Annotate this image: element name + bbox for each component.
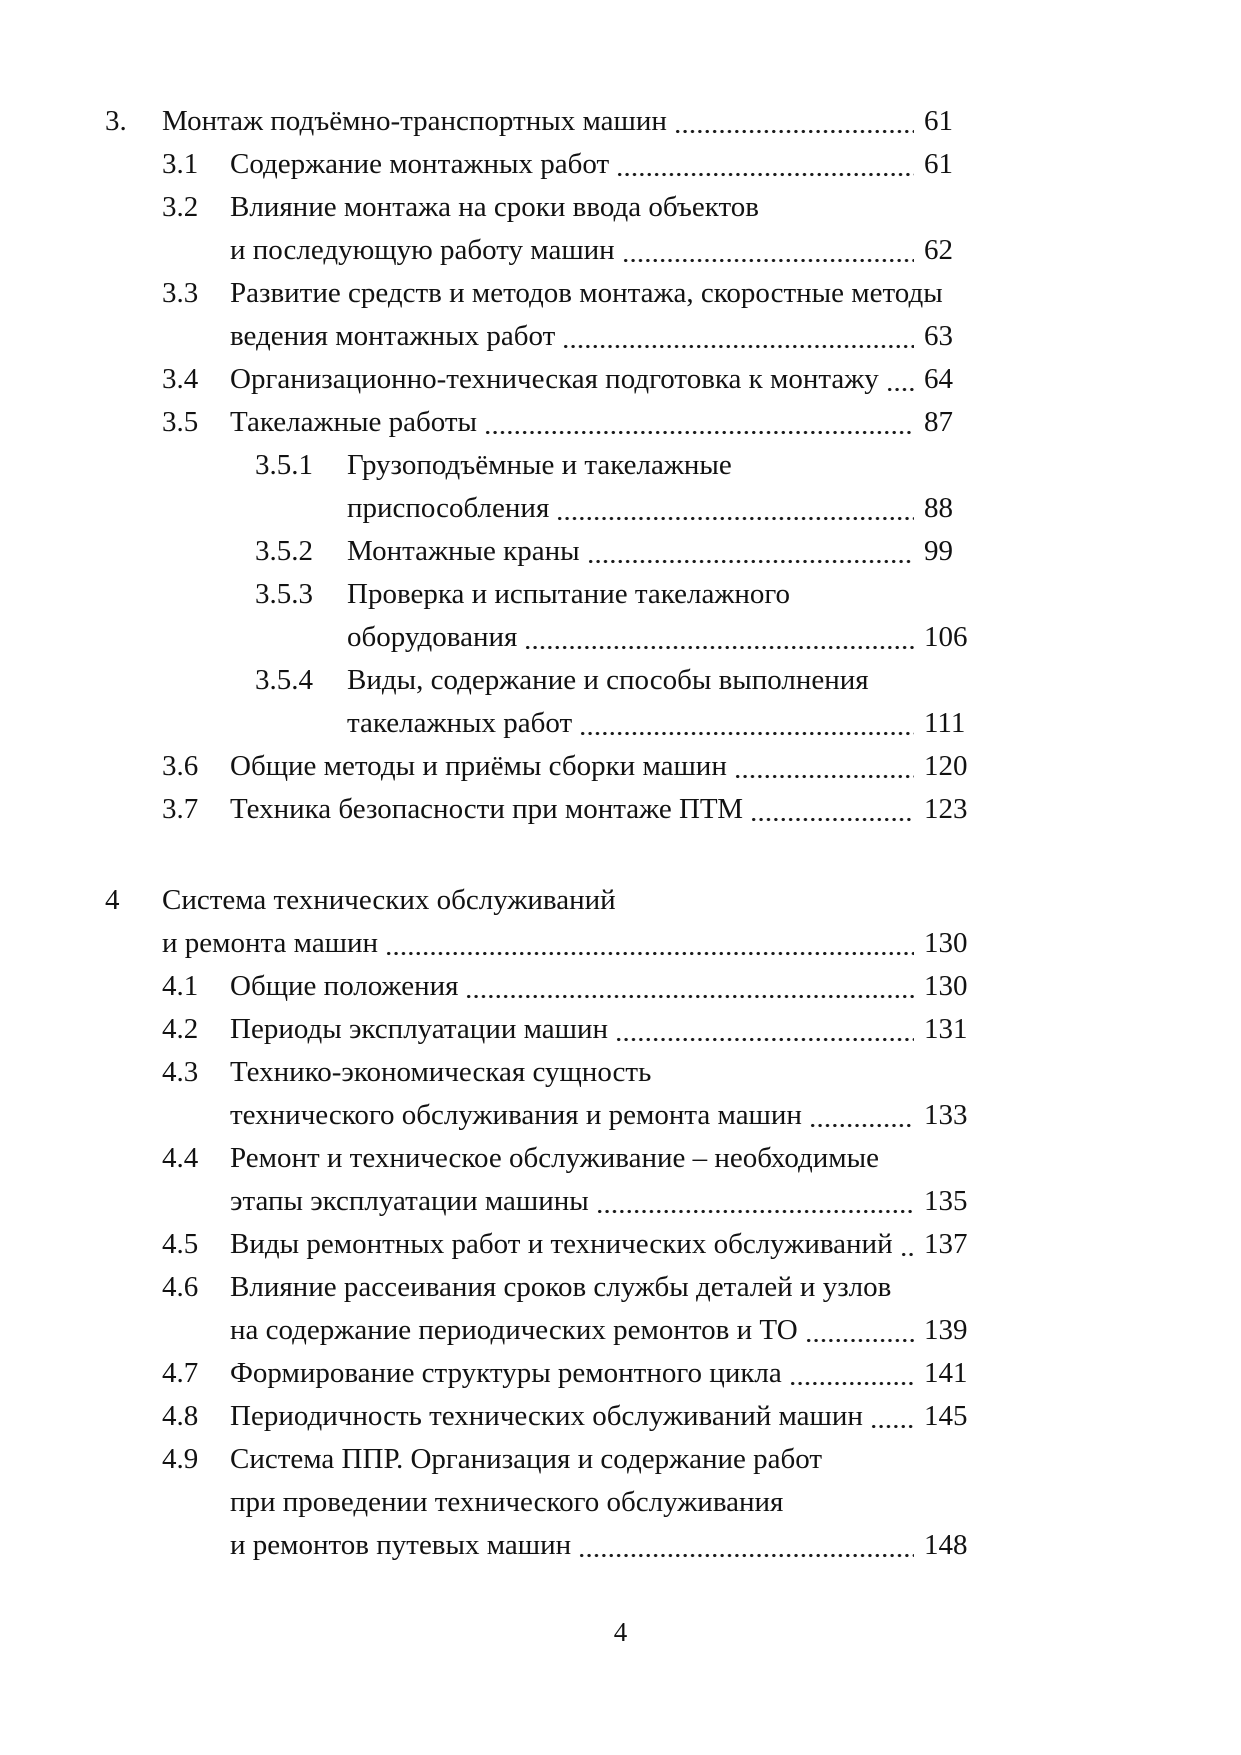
toc-entry bbox=[162, 1438, 970, 1567]
toc-entry-body bbox=[230, 186, 970, 272]
dot-leader bbox=[900, 1223, 914, 1266]
toc-entry-line bbox=[230, 1180, 970, 1223]
toc-entry-number: 4.1 bbox=[162, 970, 199, 1002]
toc-entry-body bbox=[230, 788, 970, 831]
toc-entry-title: Монтажные краны bbox=[347, 535, 580, 567]
toc-entry-page: 141 bbox=[924, 1357, 968, 1389]
toc-entry-title: Виды, содержание и способы выполнения bbox=[347, 664, 869, 696]
toc-entry-line bbox=[230, 143, 970, 186]
toc-entry-line bbox=[162, 100, 970, 143]
dot-leader bbox=[579, 702, 914, 745]
toc-entry-number: 3. bbox=[105, 105, 127, 137]
toc-entry-page: 137 bbox=[924, 1228, 968, 1260]
dot-leader bbox=[734, 745, 914, 788]
toc-entry-line bbox=[162, 879, 970, 922]
toc-entry-title: Общие положения bbox=[230, 970, 459, 1002]
toc-entry-page: 123 bbox=[924, 793, 968, 825]
toc-entry bbox=[162, 1395, 970, 1438]
dot-leader bbox=[562, 315, 914, 358]
toc-entry-title: Периодичность технических обслуживаний машин bbox=[230, 1400, 863, 1432]
toc-entry-title: приспособления bbox=[347, 492, 550, 524]
toc-entry bbox=[162, 401, 970, 444]
toc-entry bbox=[162, 1352, 970, 1395]
toc-entry-number: 4.3 bbox=[162, 1056, 199, 1088]
toc-entry-line bbox=[230, 1008, 970, 1051]
toc-entry-line bbox=[230, 1223, 970, 1266]
toc-entry-number: 3.5.1 bbox=[255, 449, 313, 481]
dot-leader bbox=[484, 401, 914, 444]
toc-entry-title: и ремонта машин bbox=[162, 927, 379, 959]
toc-entry-line bbox=[347, 616, 970, 659]
toc-entry-title: и ремонтов путевых машин bbox=[230, 1529, 572, 1561]
toc-entry-page: 88 bbox=[924, 492, 953, 524]
toc-entry-body bbox=[230, 358, 970, 401]
toc-entry-page: 148 bbox=[924, 1529, 968, 1561]
dot-leader bbox=[596, 1180, 914, 1223]
toc-entry-title: Система ППР. Организация и содержание работ bbox=[230, 1443, 823, 1475]
toc-entry-body bbox=[230, 965, 970, 1008]
toc-entry-body bbox=[230, 1223, 970, 1266]
toc-entry-body bbox=[162, 879, 970, 965]
toc-entry-title: такелажных работ bbox=[347, 707, 573, 739]
toc-entry bbox=[255, 530, 970, 573]
toc-entry-page: 61 bbox=[924, 148, 953, 180]
toc-entry-body bbox=[347, 573, 970, 659]
toc-entry-title: Влияние рассеивания сроков службы деталей и узлов bbox=[230, 1271, 892, 1303]
toc-entry-title: на содержание периодических ремонтов и ТО bbox=[230, 1314, 798, 1346]
toc-entry-body bbox=[230, 401, 970, 444]
toc-entry-body bbox=[347, 444, 970, 530]
toc-entry-number: 4.2 bbox=[162, 1013, 199, 1045]
toc-entry bbox=[162, 186, 970, 272]
toc-entry-line bbox=[230, 1266, 970, 1309]
dot-leader bbox=[805, 1309, 914, 1352]
toc-entry-body bbox=[230, 1137, 970, 1223]
toc-entry-number: 4.6 bbox=[162, 1271, 199, 1303]
toc-entry-title: Техника безопасности при монтаже ПТМ bbox=[230, 793, 744, 825]
toc-entry-title: Технико-экономическая сущность bbox=[230, 1056, 652, 1088]
toc-entry-line bbox=[230, 272, 970, 315]
toc-entry-line bbox=[347, 659, 970, 702]
toc-entry-number: 3.2 bbox=[162, 191, 199, 223]
toc-entry-title: Проверка и испытание такелажного bbox=[347, 578, 791, 610]
toc-entry-title: Формирование структуры ремонтного цикла bbox=[230, 1357, 782, 1389]
dot-leader bbox=[524, 616, 914, 659]
dot-leader bbox=[587, 530, 914, 573]
toc-entry-title: Грузоподъёмные и такелажные bbox=[347, 449, 732, 481]
toc-entry-body bbox=[230, 272, 970, 358]
toc-entry-line bbox=[230, 965, 970, 1008]
toc-entry bbox=[255, 573, 970, 659]
toc-entry-body bbox=[162, 100, 970, 143]
toc-entry-line bbox=[230, 1524, 970, 1567]
toc-entry bbox=[162, 1008, 970, 1051]
toc-entry-page: 133 bbox=[924, 1099, 968, 1131]
toc-entry-line bbox=[230, 1051, 970, 1094]
toc-entry-title: Общие методы и приёмы сборки машин bbox=[230, 750, 727, 782]
toc-entry-body bbox=[230, 1352, 970, 1395]
toc-entry-title: Система технических обслуживаний bbox=[162, 884, 616, 916]
dot-leader bbox=[809, 1094, 914, 1137]
toc-entry-number: 4 bbox=[105, 884, 120, 916]
toc-entry-page: 61 bbox=[924, 105, 953, 137]
toc-entry bbox=[162, 143, 970, 186]
toc-entry-page: 130 bbox=[924, 970, 968, 1002]
toc-entry-number: 4.5 bbox=[162, 1228, 199, 1260]
toc-entry-body bbox=[230, 1438, 970, 1567]
toc-entry-line bbox=[230, 1137, 970, 1180]
toc-entry bbox=[162, 272, 970, 358]
toc-entry-line bbox=[230, 401, 970, 444]
toc-entry-body bbox=[230, 745, 970, 788]
toc-entry bbox=[162, 965, 970, 1008]
toc-entry-title: Периоды эксплуатации машин bbox=[230, 1013, 609, 1045]
dot-leader bbox=[870, 1395, 914, 1438]
dot-leader bbox=[556, 487, 914, 530]
toc-entry-number: 3.4 bbox=[162, 363, 199, 395]
toc-entry-line bbox=[230, 186, 970, 229]
toc-entry-title: Монтаж подъёмно-транспортных машин bbox=[162, 105, 667, 137]
toc-entry-line bbox=[230, 315, 970, 358]
toc-entry bbox=[162, 745, 970, 788]
dot-leader bbox=[622, 229, 914, 272]
toc-entry-number: 4.8 bbox=[162, 1400, 199, 1432]
toc-entry-page: 120 bbox=[924, 750, 968, 782]
toc-entry-title: этапы эксплуатации машины bbox=[230, 1185, 589, 1217]
toc-entry-page: 64 bbox=[924, 363, 953, 395]
toc-entry-page: 111 bbox=[924, 707, 966, 739]
toc-entry-line bbox=[230, 788, 970, 831]
toc-entry-number: 3.1 bbox=[162, 148, 199, 180]
toc-entry-number: 3.3 bbox=[162, 277, 199, 309]
dot-leader bbox=[615, 1008, 914, 1051]
toc-entry-title: Организационно-техническая подготовка к монтажу bbox=[230, 363, 879, 395]
dot-leader bbox=[886, 358, 914, 401]
toc-entry-page: 99 bbox=[924, 535, 953, 567]
toc-entry-title: при проведении технического обслуживания bbox=[230, 1486, 784, 1518]
toc-entry-line bbox=[347, 444, 970, 487]
toc-entry-page: 87 bbox=[924, 406, 953, 438]
toc bbox=[105, 100, 970, 1567]
toc-entry-line bbox=[162, 922, 970, 965]
toc-entry bbox=[162, 1266, 970, 1352]
toc-entry-body bbox=[230, 1266, 970, 1352]
toc-entry bbox=[162, 788, 970, 831]
toc-entry-body bbox=[230, 1008, 970, 1051]
toc-entry-title: ведения монтажных работ bbox=[230, 320, 556, 352]
toc-entry-line bbox=[347, 530, 970, 573]
toc-entry-number: 3.5 bbox=[162, 406, 199, 438]
dot-leader bbox=[385, 922, 914, 965]
toc-entry-line bbox=[230, 1481, 970, 1524]
dot-leader bbox=[465, 965, 914, 1008]
toc-entry-title: Виды ремонтных работ и технических обслуживаний bbox=[230, 1228, 893, 1260]
toc-entry-page: 130 bbox=[924, 927, 968, 959]
toc-entry-number: 3.5.2 bbox=[255, 535, 313, 567]
toc-entry-title: Ремонт и техническое обслуживание – необходимые bbox=[230, 1142, 879, 1174]
toc-entry-number: 4.4 bbox=[162, 1142, 199, 1174]
toc-entry bbox=[162, 1223, 970, 1266]
toc-entry-title: Влияние монтажа на сроки ввода объектов bbox=[230, 191, 759, 223]
toc-entry-line bbox=[230, 1395, 970, 1438]
dot-leader bbox=[616, 143, 914, 186]
toc-entry-number: 4.7 bbox=[162, 1357, 199, 1389]
toc-entry-body bbox=[230, 143, 970, 186]
toc-entry-body bbox=[230, 1051, 970, 1137]
toc-entry-title: оборудования bbox=[347, 621, 518, 653]
toc-entry-line bbox=[230, 1352, 970, 1395]
dot-leader bbox=[578, 1524, 914, 1567]
toc-entry-page: 62 bbox=[924, 234, 953, 266]
toc-entry-number: 3.7 bbox=[162, 793, 199, 825]
toc-entry-page: 131 bbox=[924, 1013, 968, 1045]
toc-entry-title: Содержание монтажных работ bbox=[230, 148, 610, 180]
toc-entry-page: 135 bbox=[924, 1185, 968, 1217]
toc-entry-line bbox=[230, 229, 970, 272]
toc-entry-line bbox=[347, 702, 970, 745]
toc-entry-line bbox=[347, 487, 970, 530]
toc-entry-line bbox=[230, 1094, 970, 1137]
toc-entry bbox=[255, 659, 970, 745]
toc-entry bbox=[162, 358, 970, 401]
toc-entry-number: 4.9 bbox=[162, 1443, 199, 1475]
toc-entry bbox=[162, 1137, 970, 1223]
toc-entry-body bbox=[230, 1395, 970, 1438]
toc-entry-title: Развитие средств и методов монтажа, скоростные методы bbox=[230, 277, 943, 309]
toc-entry-line bbox=[230, 1309, 970, 1352]
toc-entry-body bbox=[347, 530, 970, 573]
toc-entry-line bbox=[230, 1438, 970, 1481]
toc-entry bbox=[105, 100, 970, 143]
toc-entry-body bbox=[347, 659, 970, 745]
toc-entry-title: технического обслуживания и ремонта машин bbox=[230, 1099, 802, 1131]
toc-entry-page: 106 bbox=[924, 621, 968, 653]
toc-entry-page: 63 bbox=[924, 320, 953, 352]
toc-entry-title: Такелажные работы bbox=[230, 406, 478, 438]
toc-entry-line bbox=[230, 358, 970, 401]
toc-entry bbox=[105, 879, 970, 965]
toc-entry-number: 3.6 bbox=[162, 750, 199, 782]
toc-entry bbox=[162, 1051, 970, 1137]
toc-entry-line bbox=[230, 745, 970, 788]
toc-entry-line bbox=[347, 573, 970, 616]
dot-leader bbox=[750, 788, 914, 831]
dot-leader bbox=[789, 1352, 914, 1395]
toc-entry-number: 3.5.3 bbox=[255, 578, 313, 610]
dot-leader bbox=[674, 100, 914, 143]
toc-entry-page: 145 bbox=[924, 1400, 968, 1432]
toc-entry-number: 3.5.4 bbox=[255, 664, 313, 696]
toc-entry-page: 139 bbox=[924, 1314, 968, 1346]
page-number-footer: 4 bbox=[613, 1617, 628, 1647]
toc-entry-title: и последующую работу машин bbox=[230, 234, 615, 266]
toc-entry bbox=[255, 444, 970, 530]
